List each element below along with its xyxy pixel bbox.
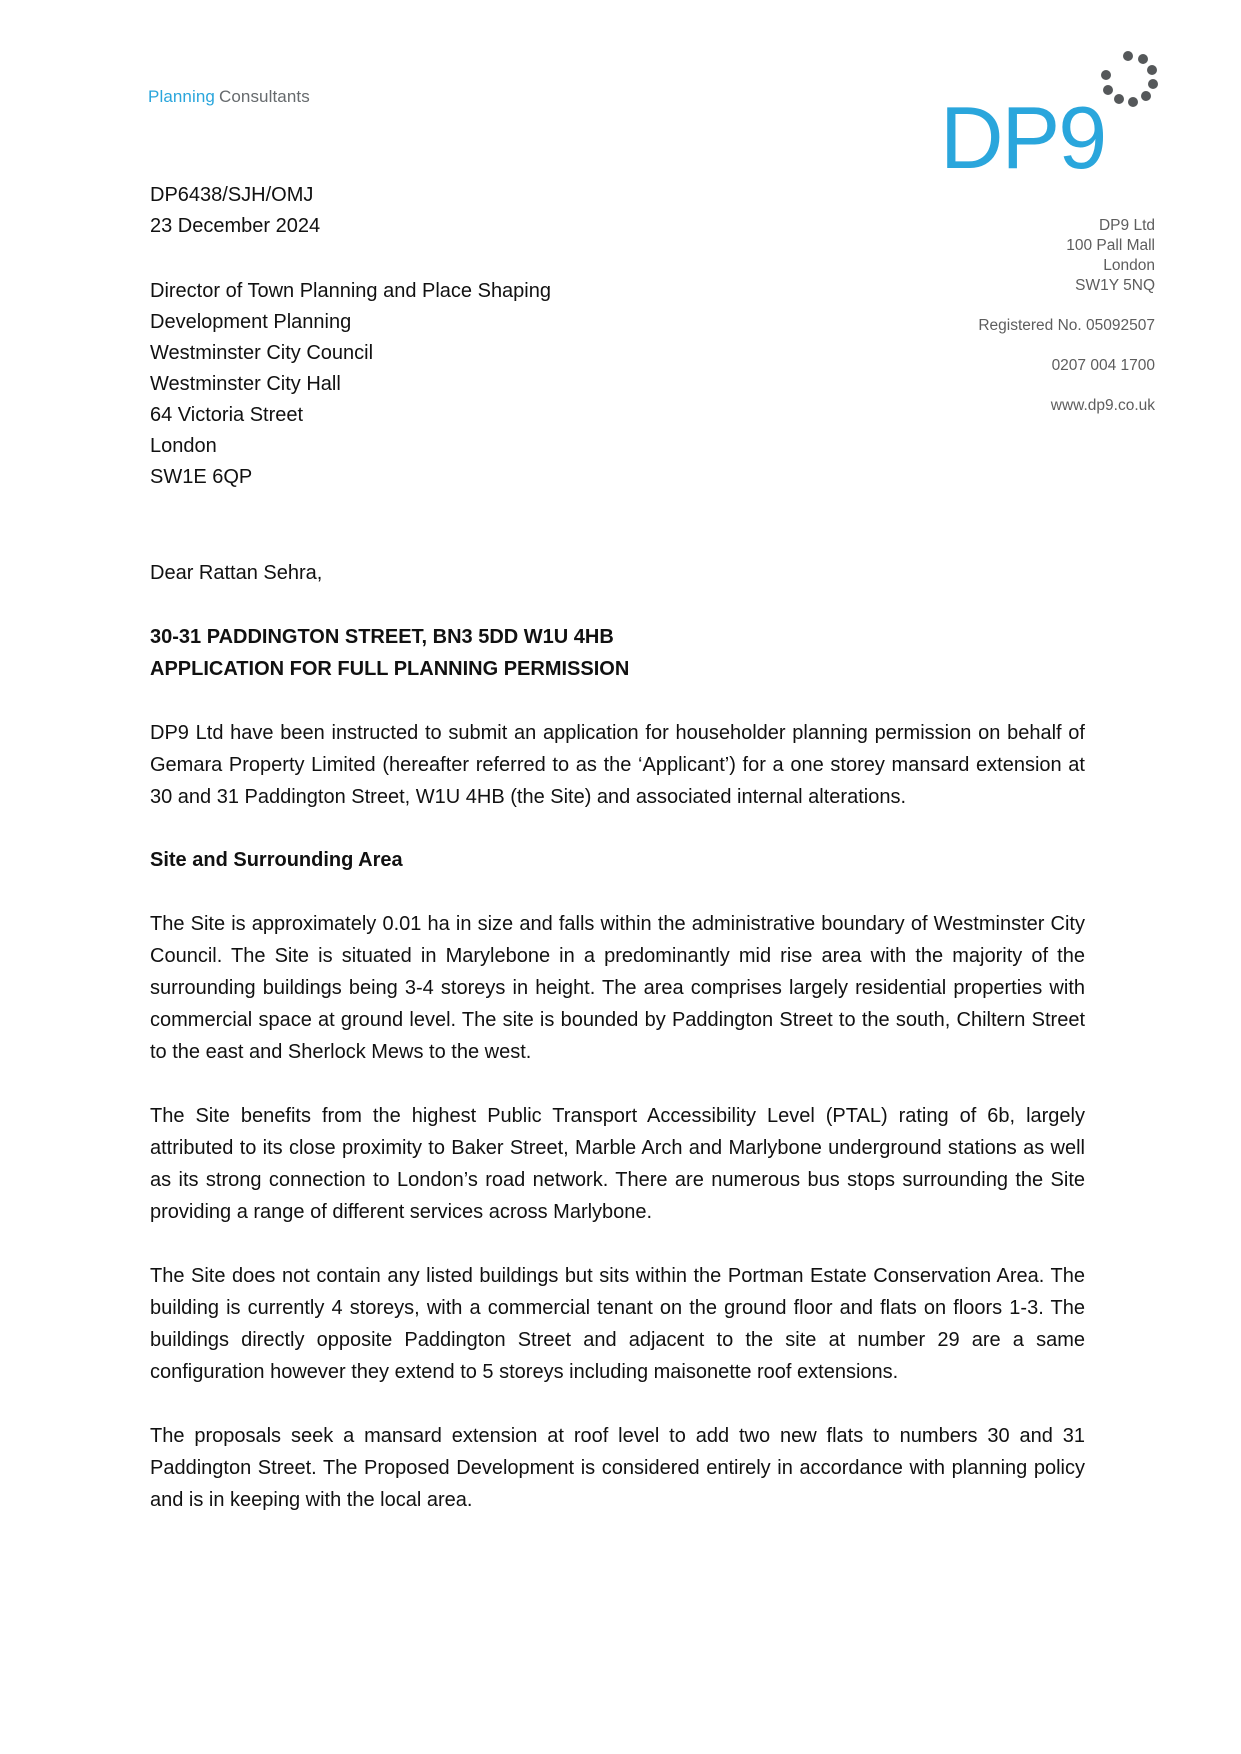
letter-date: 23 December 2024 <box>150 215 321 237</box>
salutation: Dear Rattan Sehra, <box>150 562 323 584</box>
recipient-line: Director of Town Planning and Place Shaping <box>150 280 551 302</box>
company-name: DP9 Ltd <box>1098 217 1155 234</box>
recipient-line: SW1E 6QP <box>150 466 253 488</box>
company-address-line1: 100 Pall Mall <box>1066 237 1155 254</box>
logo-dots-icon <box>1101 51 1158 107</box>
recipient-line: Westminster City Hall <box>150 373 341 395</box>
intro-paragraph: DP9 Ltd have been instructed to submit an application for householder planning permission on behalf of Gemara Property Limited (hereafter referred to as the ‘Applicant’) for a one storey mansard extension at 30 and 31 Paddington Street, W1U 4HB (the Site) and associated internal alterations. <box>150 722 1085 808</box>
section-heading: Site and Surrounding Area <box>150 849 403 871</box>
reference-number: DP6438/SJH/OMJ <box>150 184 314 206</box>
recipient-line: London <box>150 435 217 457</box>
body-paragraph-4: The proposals seek a mansard extension at roof level to add two new flats to numbers 30 and 31 Paddington Street. The Proposed Development is considered entirely in accordance with planning policy and is in keeping with the local area. <box>150 1425 1085 1511</box>
dp9-logo <box>940 48 1170 172</box>
company-address-line2: London <box>1103 257 1155 274</box>
logo-wordmark: DP9 <box>940 88 1106 172</box>
recipient-line: 64 Victoria Street <box>150 404 304 426</box>
tagline-consultants: Consultants <box>218 87 310 106</box>
body-paragraph-2: The Site benefits from the highest Public Transport Accessibility Level (PTAL) rating of 6b, largely attributed to its close proximity to Baker Street, Marble Arch and Marlybone underground stations as well as its strong connection to London’s road network. There are numerous bus stops surrounding the Site providing a range of different services across Marlybone. <box>150 1105 1085 1223</box>
subject-line1: 30-31 PADDINGTON STREET, BN3 5DD W1U 4HB <box>150 626 614 648</box>
company-postcode: SW1Y 5NQ <box>1075 277 1155 294</box>
website-link[interactable]: www.dp9.co.uk <box>1050 397 1155 414</box>
tagline-planning: Planning <box>148 87 215 106</box>
subject-line2: APPLICATION FOR FULL PLANNING PERMISSION <box>150 658 630 680</box>
registered-number: Registered No. 05092507 <box>978 317 1155 334</box>
subject-heading <box>150 621 1085 685</box>
tagline <box>148 87 310 107</box>
recipient-line: Westminster City Council <box>150 342 374 364</box>
body-paragraph-3: The Site does not contain any listed buildings but sits within the Portman Estate Conservation Area. The building is currently 4 storeys, with a commercial tenant on the ground floor and flats on floors 1-3. The buildings directly opposite Paddington Street and adjacent to the site at number 29 are a same configuration however they extend to 5 storeys including maisonette roof extensions. <box>150 1265 1085 1383</box>
letter-body <box>150 180 1085 1516</box>
body-paragraph-1: The Site is approximately 0.01 ha in size and falls within the administrative boundary of Westminster City Council. The Site is situated in Marylebone in a predominantly mid rise area with the majority of the surrounding buildings being 3-4 storeys in height. The area comprises largely residential properties with commercial space at ground level. The site is bounded by Paddington Street to the south, Chiltern Street to the east and Sherlock Mews to the west. <box>150 913 1085 1063</box>
phone-number: 0207 004 1700 <box>1051 357 1155 374</box>
recipient-line: Development Planning <box>150 311 352 333</box>
